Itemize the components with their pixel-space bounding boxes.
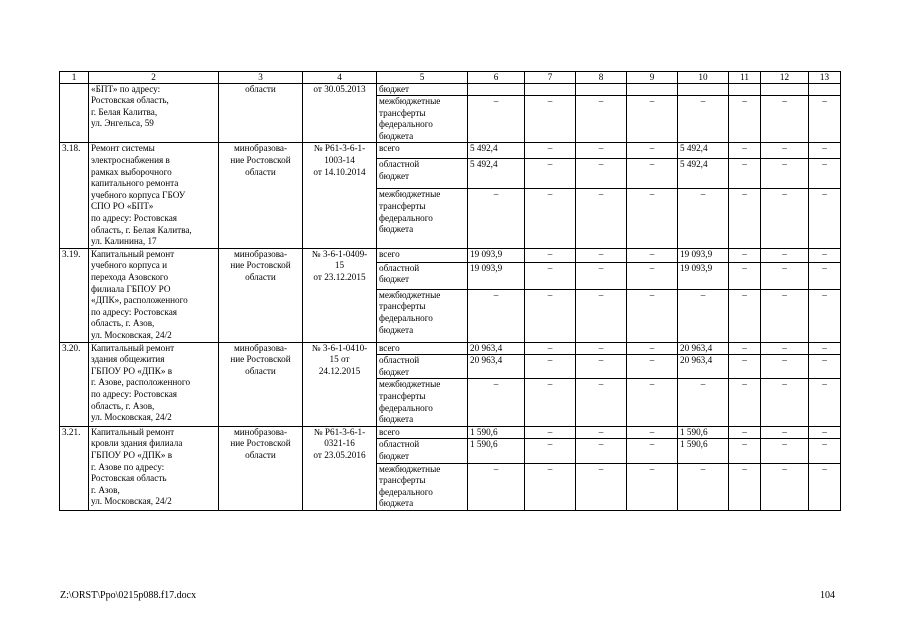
object-name-line: ул. Энгельса, 59	[91, 118, 154, 129]
table-row	[60, 248, 841, 262]
col10-value: 20 963,4	[678, 355, 729, 379]
dash-cell: –	[809, 262, 841, 289]
dash-cell: –	[627, 439, 678, 463]
column-number: 6	[468, 72, 525, 84]
dash-cell: –	[678, 289, 729, 342]
dash-cell: –	[761, 355, 809, 379]
dash-cell: –	[576, 355, 627, 379]
dash-cell: –	[627, 189, 678, 248]
total-value: 5 492,4	[468, 159, 525, 189]
dash-cell: –	[627, 96, 678, 143]
total-value: 1 590,6	[468, 439, 525, 463]
column-number: 10	[678, 72, 729, 84]
customer	[219, 143, 303, 248]
col10-value: 19 093,9	[678, 262, 729, 289]
object-name-line: Ростовская область	[91, 473, 167, 484]
customer-line: минобразова-	[233, 143, 288, 154]
value-cell	[761, 83, 809, 96]
source-federal-line: бюджета	[379, 324, 414, 335]
total-value: 5 492,4	[468, 143, 525, 159]
customer-line: ние Ростовской	[230, 260, 291, 271]
dash-cell: –	[525, 143, 576, 159]
total-value: 20 963,4	[468, 342, 525, 355]
dash-cell: –	[809, 289, 841, 342]
dash-cell: –	[761, 96, 809, 143]
dash-cell: –	[627, 463, 678, 510]
source-federal	[377, 463, 468, 510]
customer-line: минобразова-	[233, 426, 288, 437]
dash-cell: –	[678, 463, 729, 510]
dash-cell: –	[576, 379, 627, 426]
object-name-line: ул. Московская, 24/2	[91, 329, 172, 340]
source-federal-line: трансферты	[379, 201, 426, 212]
dash-cell: –	[627, 159, 678, 189]
col10-value: 19 093,9	[678, 248, 729, 262]
dash-cell: –	[576, 248, 627, 262]
document	[303, 426, 377, 510]
object-name-line: ул. Московская, 24/2	[91, 412, 172, 423]
source-federal-line: федерального	[379, 312, 433, 323]
object-name-line: Капитальный ремонт	[91, 342, 175, 353]
object-name-line: г. Белая Калитва,	[91, 106, 158, 117]
dash-cell: –	[468, 289, 525, 342]
column-number: 11	[729, 72, 761, 84]
source-federal	[377, 189, 468, 248]
dash-cell: –	[809, 355, 841, 379]
source-regional-line: областной	[379, 439, 420, 450]
customer: области	[219, 83, 303, 143]
source-federal-line: трансферты	[379, 390, 426, 401]
source-regional	[377, 159, 468, 189]
source-budget: бюджет	[377, 83, 468, 96]
object-name-line: ул. Калинина, 17	[91, 236, 157, 247]
dash-cell: –	[468, 96, 525, 143]
document-line: 15	[334, 260, 345, 271]
dash-cell: –	[729, 379, 761, 426]
dash-cell: –	[525, 463, 576, 510]
total-value: 1 590,6	[468, 426, 525, 439]
col10-value: 20 963,4	[678, 342, 729, 355]
dash-cell: –	[809, 248, 841, 262]
object-name-line: кровли здания филиала	[91, 438, 183, 449]
source-federal-line: бюджета	[379, 224, 414, 235]
customer-line: ние Ростовской	[230, 354, 291, 365]
customer-line: ние Ростовской	[230, 155, 291, 166]
source-federal-line: федерального	[379, 212, 433, 223]
source-federal-line: межбюджетные	[379, 463, 441, 474]
table-row	[60, 143, 841, 159]
value-cell	[678, 83, 729, 96]
column-number: 2	[89, 72, 219, 84]
document-line: 1003-14	[324, 155, 355, 166]
document-line: 15 от	[329, 354, 350, 365]
object-name-line: здания общежития	[91, 354, 165, 365]
dash-cell: –	[525, 355, 576, 379]
column-number: 8	[576, 72, 627, 84]
source-federal-line: межбюджетные	[379, 289, 441, 300]
column-number: 3	[219, 72, 303, 84]
dash-cell: –	[678, 189, 729, 248]
dash-cell: –	[678, 379, 729, 426]
object-name-line: ул. Московская, 24/2	[91, 496, 172, 507]
document-line: 24.12.2015	[318, 365, 361, 376]
object-name-line: Ростовская область,	[91, 95, 169, 106]
dash-cell: –	[809, 463, 841, 510]
object-name-line: по адресу: Ростовская	[91, 388, 177, 399]
object-name-line: учебного корпуса и	[91, 260, 168, 271]
footer-page-number: 104	[820, 590, 835, 601]
dash-cell: –	[729, 96, 761, 143]
row-number	[60, 83, 89, 143]
object-name-line: область, г. Белая Калитва,	[91, 224, 192, 235]
source-regional-line: бюджет	[379, 170, 410, 181]
object-name-line: Капитальный ремонт	[91, 248, 175, 259]
col10-value: 5 492,4	[678, 159, 729, 189]
object-name-line: по адресу: Ростовская	[91, 213, 177, 224]
customer-line: области	[245, 365, 276, 376]
customer	[219, 342, 303, 426]
header-row	[60, 72, 841, 84]
object-name-line: учебного корпуса ГБОУ	[91, 189, 186, 200]
dash-cell: –	[678, 96, 729, 143]
dash-cell: –	[809, 439, 841, 463]
object-name	[89, 83, 219, 143]
dash-cell: –	[761, 342, 809, 355]
value-cell	[809, 83, 841, 96]
dash-cell: –	[576, 189, 627, 248]
dash-cell: –	[525, 289, 576, 342]
dash-cell: –	[761, 143, 809, 159]
source-federal-line: бюджета	[379, 414, 414, 425]
dash-cell: –	[627, 342, 678, 355]
dash-cell: –	[729, 189, 761, 248]
dash-cell: –	[525, 342, 576, 355]
col10-value: 1 590,6	[678, 439, 729, 463]
source-regional-line: бюджет	[379, 366, 410, 377]
source-regional	[377, 262, 468, 289]
object-name	[89, 248, 219, 342]
customer-line: минобразова-	[233, 248, 288, 259]
dash-cell: –	[809, 342, 841, 355]
dash-cell: –	[627, 355, 678, 379]
source-federal-line: трансферты	[379, 301, 426, 312]
document-line: № 3-6-1-0410-	[311, 342, 368, 353]
source-regional-line: областной	[379, 159, 420, 170]
dash-cell: –	[468, 379, 525, 426]
dash-cell: –	[809, 426, 841, 439]
dash-cell: –	[525, 379, 576, 426]
object-name-line: Капитальный ремонт	[91, 426, 175, 437]
dash-cell: –	[576, 262, 627, 289]
table-row	[60, 83, 841, 96]
dash-cell: –	[761, 189, 809, 248]
column-number: 12	[761, 72, 809, 84]
table-row	[60, 342, 841, 355]
source-federal-line: трансферты	[379, 107, 426, 118]
document: от 30.05.2013	[303, 83, 377, 143]
object-name	[89, 342, 219, 426]
row-number: 3.18.	[60, 143, 89, 248]
dash-cell: –	[761, 379, 809, 426]
object-name-line: г. Азове, расположенного	[91, 377, 191, 388]
source-federal-line: межбюджетные	[379, 96, 441, 107]
dash-cell: –	[576, 426, 627, 439]
col10-value: 1 590,6	[678, 426, 729, 439]
value-cell	[627, 83, 678, 96]
col10-value: 5 492,4	[678, 143, 729, 159]
dash-cell: –	[729, 342, 761, 355]
object-name-line: электроснабжения в	[91, 155, 170, 166]
footer-file-path: Z:\ORST\Ppo\0215p088.f17.docx	[60, 590, 197, 601]
document-line: № 3-6-1-0409-	[311, 248, 368, 259]
total-value: 20 963,4	[468, 355, 525, 379]
dash-cell: –	[809, 379, 841, 426]
object-name-line: г. Азове по адресу:	[91, 461, 165, 472]
source-federal-line: бюджета	[379, 498, 414, 509]
value-cell	[576, 83, 627, 96]
source-federal-line: федерального	[379, 402, 433, 413]
source-regional	[377, 355, 468, 379]
object-name-line: ГБПОУ РО «ДПК» в	[91, 365, 173, 376]
dash-cell: –	[576, 289, 627, 342]
source-regional-line: областной	[379, 355, 420, 366]
dash-cell: –	[525, 248, 576, 262]
source-regional	[377, 439, 468, 463]
object-name-line: область, г. Азов,	[91, 400, 155, 411]
object-name-line: Ремонт системы	[91, 143, 155, 154]
document-line: 0321-16	[324, 438, 355, 449]
budget-table	[59, 71, 841, 511]
column-number: 13	[809, 72, 841, 84]
dash-cell: –	[627, 262, 678, 289]
dash-cell: –	[627, 379, 678, 426]
object-name-line: г. Азов,	[91, 484, 120, 495]
object-name-line: ГБПОУ РО «ДПК» в	[91, 449, 173, 460]
document	[303, 248, 377, 342]
object-name-line: область, г. Азов,	[91, 318, 155, 329]
customer-line: ние Ростовской	[230, 438, 291, 449]
source-all: всего	[377, 426, 468, 439]
dash-cell: –	[729, 248, 761, 262]
customer	[219, 426, 303, 510]
object-name	[89, 143, 219, 248]
dash-cell: –	[576, 342, 627, 355]
document	[303, 342, 377, 426]
dash-cell: –	[729, 262, 761, 289]
source-federal-line: межбюджетные	[379, 189, 441, 200]
source-regional-line: областной	[379, 262, 420, 273]
customer	[219, 248, 303, 342]
dash-cell: –	[729, 143, 761, 159]
source-federal	[377, 96, 468, 143]
source-all: всего	[377, 248, 468, 262]
dash-cell: –	[761, 159, 809, 189]
dash-cell: –	[729, 289, 761, 342]
dash-cell: –	[525, 426, 576, 439]
dash-cell: –	[729, 439, 761, 463]
dash-cell: –	[525, 159, 576, 189]
dash-cell: –	[761, 248, 809, 262]
source-federal-line: федерального	[379, 486, 433, 497]
dash-cell: –	[627, 143, 678, 159]
object-name-line: по адресу: Ростовская	[91, 306, 177, 317]
dash-cell: –	[761, 439, 809, 463]
source-all: всего	[377, 143, 468, 159]
dash-cell: –	[729, 463, 761, 510]
document-line: № Р61-3-6-1-	[313, 143, 366, 154]
row-number: 3.21.	[60, 426, 89, 510]
dash-cell: –	[761, 463, 809, 510]
source-federal-line: межбюджетные	[379, 379, 441, 390]
object-name-line: перехода Азовского	[91, 272, 169, 282]
customer-line: области	[245, 449, 276, 460]
dash-cell: –	[729, 355, 761, 379]
document-line: № Р61-3-6-1-	[313, 426, 366, 437]
document-line: от 23.05.2016	[313, 449, 366, 460]
customer-line: области	[245, 166, 276, 177]
dash-cell: –	[576, 159, 627, 189]
object-name-line: рамках выборочного	[91, 166, 172, 177]
column-number: 9	[627, 72, 678, 84]
row-number: 3.20.	[60, 342, 89, 426]
column-number: 1	[60, 72, 89, 84]
dash-cell: –	[729, 159, 761, 189]
object-name-line: филиала ГБПОУ РО	[91, 283, 171, 294]
column-number: 5	[377, 72, 468, 84]
customer-line: области	[245, 272, 276, 282]
source-federal-line: федерального	[379, 119, 433, 130]
source-federal-line: бюджета	[379, 130, 414, 141]
dash-cell: –	[729, 426, 761, 439]
dash-cell: –	[525, 189, 576, 248]
source-all: всего	[377, 342, 468, 355]
source-federal-line: трансферты	[379, 475, 426, 486]
source-regional-line: бюджет	[379, 274, 410, 285]
total-value: 19 093,9	[468, 248, 525, 262]
dash-cell: –	[761, 262, 809, 289]
row-number: 3.19.	[60, 248, 89, 342]
table-row	[60, 426, 841, 439]
dash-cell: –	[525, 262, 576, 289]
object-name-line: капитального ремонта	[91, 178, 179, 189]
dash-cell: –	[576, 96, 627, 143]
value-cell	[468, 83, 525, 96]
dash-cell: –	[809, 96, 841, 143]
dash-cell: –	[761, 289, 809, 342]
object-name-line: «ДПК», расположенного	[91, 295, 188, 306]
customer-line: минобразова-	[233, 342, 288, 353]
source-regional-line: бюджет	[379, 450, 410, 461]
dash-cell: –	[576, 143, 627, 159]
total-value: 19 093,9	[468, 262, 525, 289]
dash-cell: –	[627, 289, 678, 342]
dash-cell: –	[525, 439, 576, 463]
object-name	[89, 426, 219, 510]
dash-cell: –	[468, 463, 525, 510]
dash-cell: –	[627, 426, 678, 439]
value-cell	[525, 83, 576, 96]
document-line: от 23.12.2015	[313, 272, 366, 282]
document-line: от 14.10.2014	[313, 166, 366, 177]
dash-cell: –	[809, 143, 841, 159]
column-number: 7	[525, 72, 576, 84]
source-federal	[377, 289, 468, 342]
dash-cell: –	[468, 189, 525, 248]
dash-cell: –	[761, 426, 809, 439]
dash-cell: –	[576, 439, 627, 463]
source-federal	[377, 379, 468, 426]
column-number: 4	[303, 72, 377, 84]
dash-cell: –	[809, 159, 841, 189]
dash-cell: –	[627, 248, 678, 262]
document	[303, 143, 377, 248]
dash-cell: –	[525, 96, 576, 143]
dash-cell: –	[809, 189, 841, 248]
dash-cell: –	[576, 463, 627, 510]
object-name-line: СПО РО «БПТ»	[91, 201, 154, 212]
value-cell	[729, 83, 761, 96]
object-name-line: «БПТ» по адресу:	[91, 83, 161, 94]
